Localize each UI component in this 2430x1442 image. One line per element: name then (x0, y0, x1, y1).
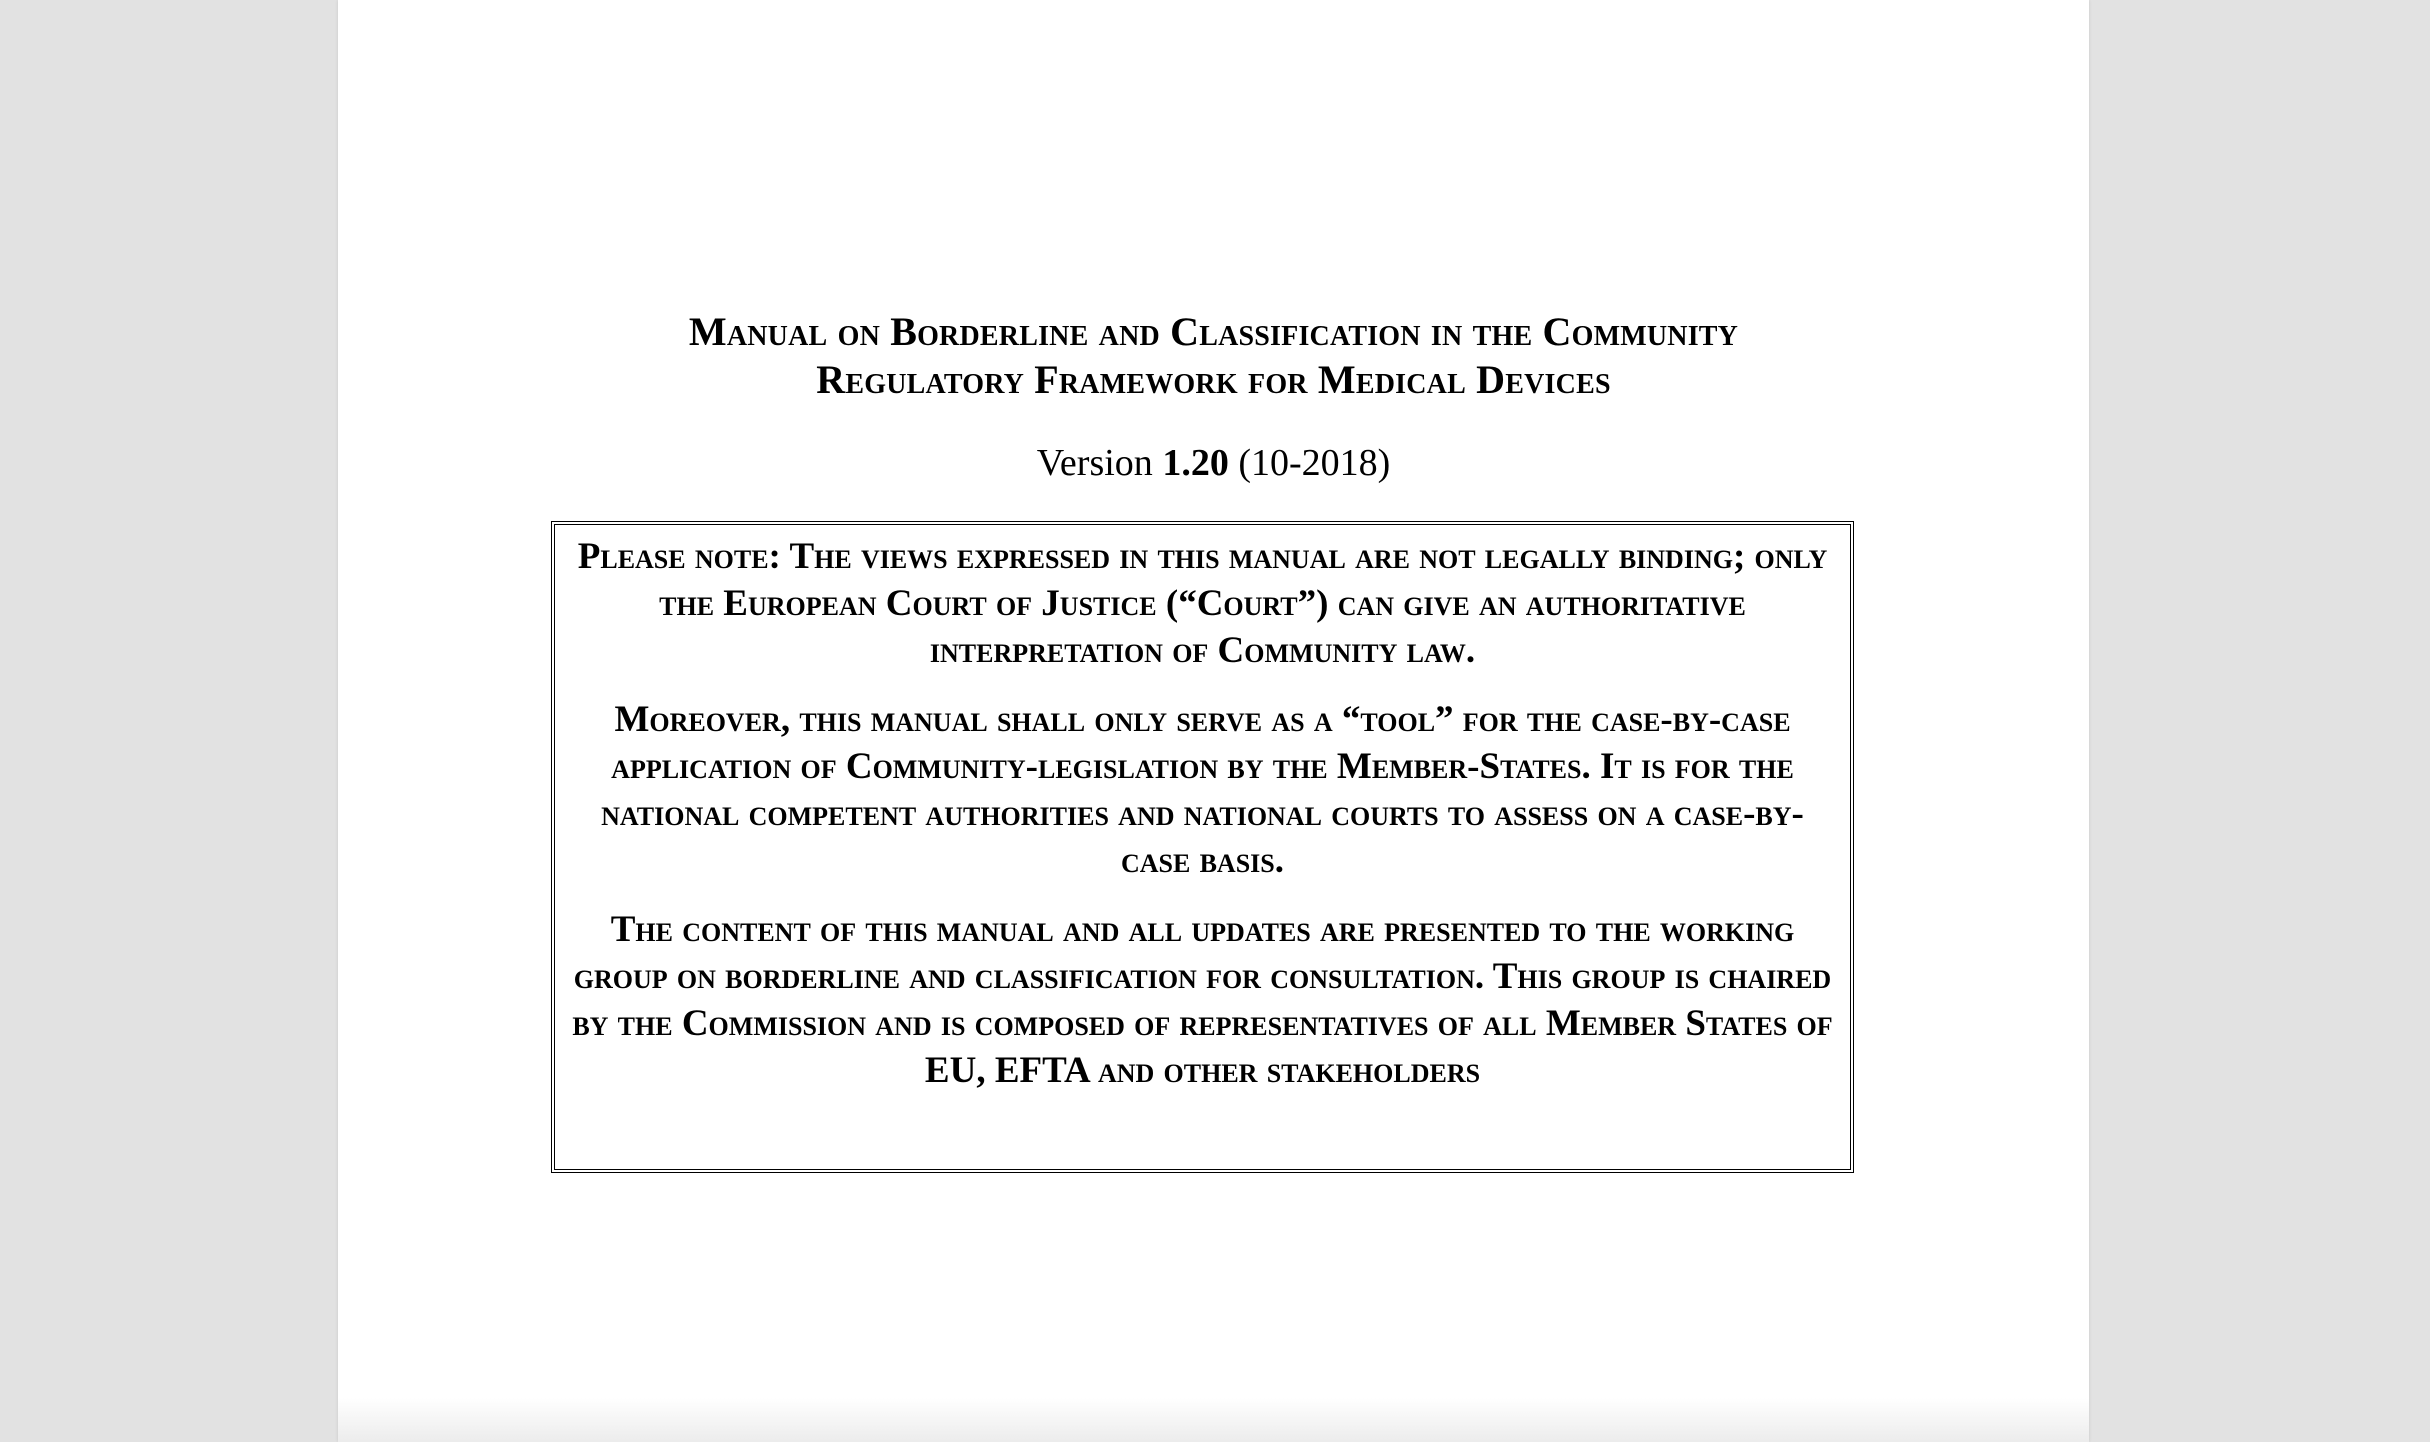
document-title-line-2: Regulatory Framework for Medical Devices (816, 357, 1611, 402)
version-number: 1.20 (1162, 442, 1229, 484)
disclaimer-paragraph-2: Moreover, this manual shall only serve as a “tool” for the case-by-case application of Community-legislation by the Member-States. It is for the national competent authorities and national courts to assess on a case-by-case basis. (601, 699, 1804, 881)
document-title (338, 308, 2089, 404)
page-bottom-shadow (338, 1398, 2089, 1442)
document-title-line-1: Manual on Borderline and Classification in the Community (688, 309, 1739, 354)
disclaimer-box (551, 521, 1854, 1173)
version-date: (10-2018) (1238, 442, 1391, 484)
disclaimer-paragraph-1: Please note: The views expressed in this manual are not legally binding; only the European Court of Justice (“Court”) can give an authoritative interpretation of Community law. (577, 536, 1828, 671)
version-prefix: Version (1036, 442, 1153, 484)
document-page (338, 0, 2089, 1442)
version-line (338, 438, 2089, 488)
disclaimer-paragraph-3: The content of this manual and all updates are presented to the working group on borderline and classification for consultation. This group is chaired by the Commission and is composed of representatives of all Member States of EU, EFTA and other stakeholders (572, 909, 1833, 1091)
